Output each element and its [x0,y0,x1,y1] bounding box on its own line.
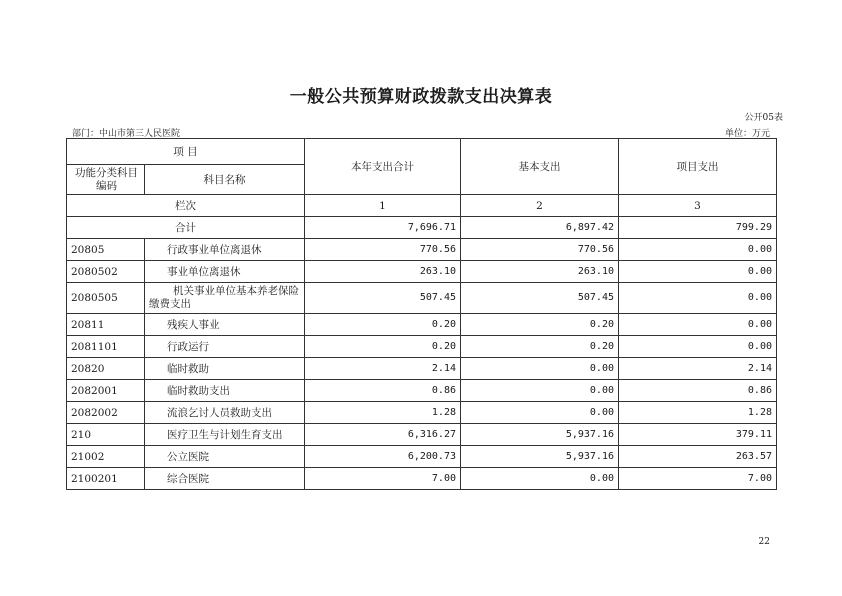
subject-name: 医疗卫生与计划生育支出 [145,424,305,446]
subject-code: 2082001 [67,380,145,402]
subject-code: 2080505 [67,283,145,314]
row-basic: 263.10 [461,261,619,283]
subject-name: 临时救助支出 [145,380,305,402]
subject-code: 2100201 [67,468,145,490]
row-project: 2.14 [619,358,777,380]
row-basic: 5,937.16 [461,446,619,468]
row-project: 0.00 [619,283,777,314]
column-label: 栏次 [67,195,305,217]
table-row [67,468,777,490]
subject-code: 20805 [67,239,145,261]
row-project: 0.00 [619,261,777,283]
form-code: 公开05表 [744,113,783,123]
header-basic: 基本支出 [461,139,619,195]
column-number: 3 [619,195,777,217]
row-basic: 0.00 [461,468,619,490]
table-row [67,380,777,402]
header-subject-name: 科目名称 [145,165,305,195]
department-label: 部门：中山市第三人民医院 [72,129,181,139]
row-project: 0.00 [619,239,777,261]
row-basic: 507.45 [461,283,619,314]
header-func-code: 功能分类科目编码 [67,165,145,195]
row-total: 507.45 [305,283,461,314]
row-project: 263.57 [619,446,777,468]
header-total: 本年支出合计 [305,139,461,195]
total-sum: 7,696.71 [305,217,461,239]
subject-code: 21002 [67,446,145,468]
subject-name: 机关事业单位基本养老保险缴费支出 [145,283,305,314]
row-total: 1.28 [305,402,461,424]
row-project: 0.86 [619,380,777,402]
subject-code: 20820 [67,358,145,380]
table-row [67,283,777,314]
row-basic: 0.00 [461,358,619,380]
row-total: 0.20 [305,336,461,358]
subject-name: 综合医院 [145,468,305,490]
subject-name: 事业单位离退休 [145,261,305,283]
total-label: 合计 [67,217,305,239]
subject-name: 临时救助 [145,358,305,380]
row-total: 2.14 [305,358,461,380]
subject-name: 残疾人事业 [145,314,305,336]
row-total: 263.10 [305,261,461,283]
column-number-row [67,195,777,217]
subject-code: 210 [67,424,145,446]
subject-name: 行政运行 [145,336,305,358]
table-row [67,261,777,283]
table-row [67,336,777,358]
table-row [67,446,777,468]
table-row [67,239,777,261]
unit-label: 单位：万元 [724,129,770,139]
header-item: 项 目 [67,139,305,165]
row-project: 1.28 [619,402,777,424]
column-number: 2 [461,195,619,217]
row-project: 7.00 [619,468,777,490]
row-total: 6,316.27 [305,424,461,446]
row-total: 0.86 [305,380,461,402]
subject-name: 行政事业单位离退休 [145,239,305,261]
row-basic: 0.00 [461,380,619,402]
subject-code: 2081101 [67,336,145,358]
row-project: 0.00 [619,336,777,358]
row-total: 770.56 [305,239,461,261]
total-row [67,217,777,239]
subject-name: 流浪乞讨人员救助支出 [145,402,305,424]
table-row [67,424,777,446]
page-number: 22 [758,537,770,547]
row-total: 6,200.73 [305,446,461,468]
subject-code: 20811 [67,314,145,336]
row-basic: 5,937.16 [461,424,619,446]
row-project: 379.11 [619,424,777,446]
header-project: 项目支出 [619,139,777,195]
column-number: 1 [305,195,461,217]
table-row [67,358,777,380]
row-total: 0.20 [305,314,461,336]
total-basic: 6,897.42 [461,217,619,239]
header-row [67,139,777,165]
row-basic: 0.00 [461,402,619,424]
row-basic: 0.20 [461,314,619,336]
table-row [67,402,777,424]
row-project: 0.00 [619,314,777,336]
subject-code: 2082002 [67,402,145,424]
page-title: 一般公共预算财政拨款支出决算表 [289,87,553,107]
row-total: 7.00 [305,468,461,490]
row-basic: 0.20 [461,336,619,358]
table-row [67,314,777,336]
subject-code: 2080502 [67,261,145,283]
row-basic: 770.56 [461,239,619,261]
subject-name: 公立医院 [145,446,305,468]
total-project: 799.29 [619,217,777,239]
budget-table [66,138,777,490]
